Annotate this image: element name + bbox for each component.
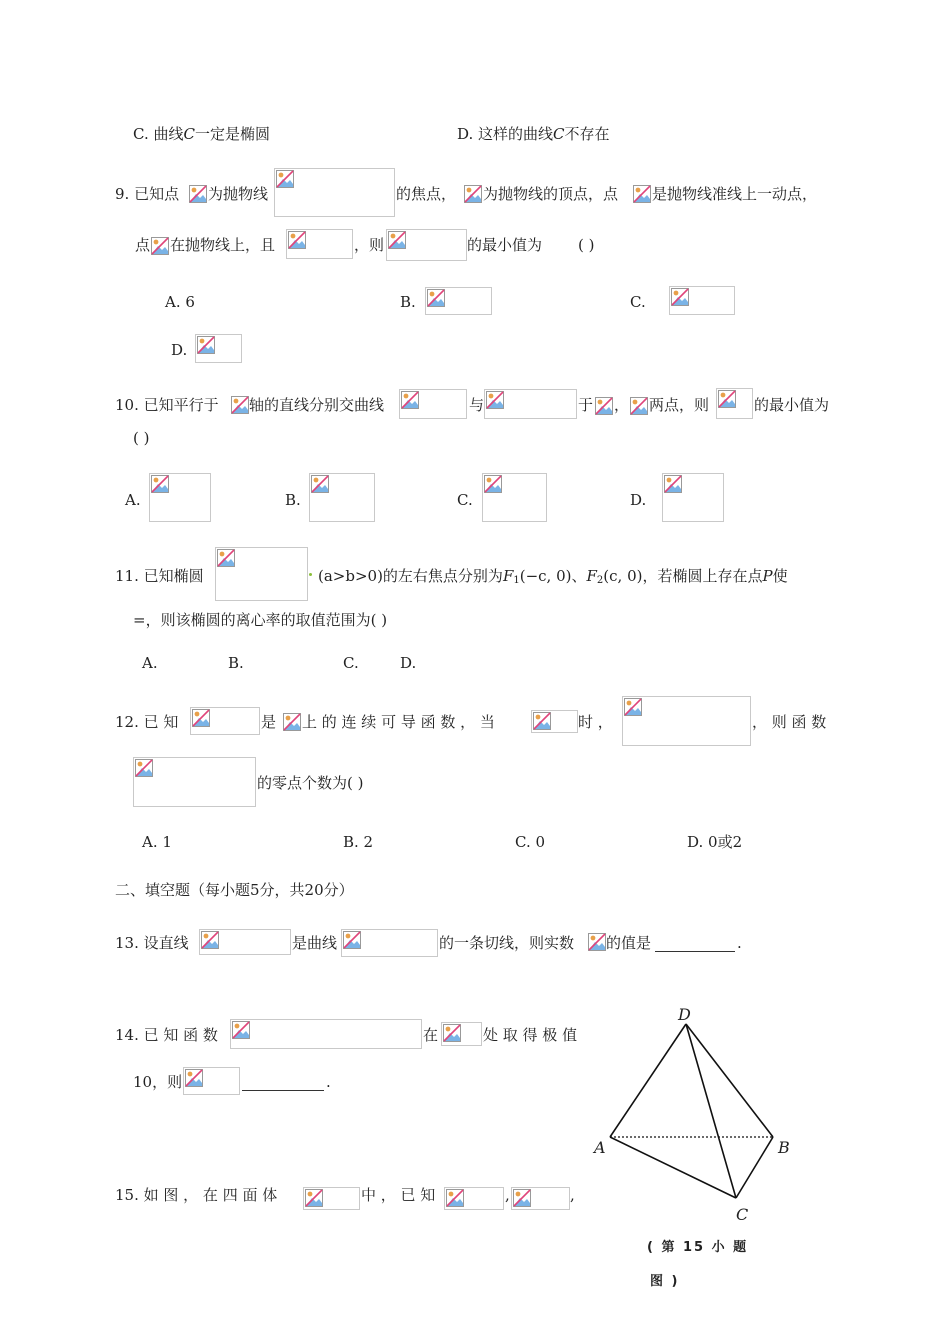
edge-bc [736,1137,773,1198]
q9-text-1: 9. 已知点 [115,185,180,203]
q14-text-4: 10，则 [133,1073,183,1091]
q9-text-2: 为抛物线 [208,185,269,203]
formula-image-icon [484,389,577,419]
q15-text-3: , [505,1186,510,1204]
formula-image-icon [199,929,291,955]
edge-dc [686,1024,736,1198]
vertex-label-d: D [678,1005,691,1024]
q8-option-d: D. 这样的曲线C不存在 [457,125,610,143]
formula-image-icon [133,757,256,807]
q9-text-4: 为抛物线的顶点，点 [483,185,619,203]
q9-option-a: A. 6 [165,293,195,311]
q11-text-2: (a>b>0)的左右焦点分别为$F_1(-c$, 0)、$F_2(c$, 0)，若椭圆上存在点P使 [318,567,788,586]
q9-option-c: C. [630,293,646,311]
q10-text-2: 轴的直线分别交曲线 [249,396,385,414]
q12-option-c: C. 0 [515,833,546,851]
formula-image-icon [215,547,308,601]
q13-text-4: 的值是 [606,934,652,952]
q12-option-a: A. 1 [142,833,172,851]
q9-text-7: 在抛物线上，且 [170,236,276,254]
formula-image-icon [531,710,578,733]
dot-mark [309,573,312,576]
q11-option-d: D. [400,654,417,672]
formula-image-icon [662,473,724,522]
edge-db [686,1024,773,1137]
formula-image-icon [622,696,751,746]
formula-image-icon [716,388,753,419]
q12-text-5: ， 则 函 数 [752,713,827,731]
formula-image-icon [303,1187,360,1210]
vertex-label-a: A [594,1138,606,1157]
q12-text-3: 上 的 连 续 可 导 函 数 ， 当 [302,713,495,731]
q10-option-c: C. [457,491,473,509]
q10-text-7: 的最小值为 [754,396,830,414]
q12-option-b: B. 2 [343,833,374,851]
formula-image-icon [282,712,302,732]
formula-image-icon [594,396,614,416]
q9-option-d: D. [171,341,188,359]
answer-blank[interactable] [242,1089,324,1091]
q13-end: . [737,934,742,952]
q12-text-6: 的零点个数为( ) [257,774,364,792]
formula-image-icon [399,389,467,419]
q15-text-2: 中 ， 已 知 [361,1186,436,1204]
formula-image-icon [274,168,395,217]
formula-image-icon [386,229,467,261]
q14-text-1: 14. 已 知 函 数 [115,1026,218,1044]
q9-option-b: B. [400,293,416,311]
formula-image-icon [188,184,208,204]
q11-option-b: B. [228,654,244,672]
formula-image-icon [444,1187,504,1210]
formula-image-icon [425,287,492,315]
q13-text-3: 的一条切线，则实数 [439,934,575,952]
q13-text-1: 13. 设直线 [115,934,189,952]
answer-blank[interactable] [655,950,735,952]
q10-paren: ( ) [133,429,150,447]
formula-image-icon [629,396,649,416]
section-title: 二、填空题（每小题5分，共20分） [115,881,354,899]
vertex-label-b: B [778,1138,790,1157]
tetrahedron-figure [585,1005,805,1230]
formula-image-icon [195,334,242,363]
formula-image-icon [511,1187,570,1210]
formula-image-icon [341,929,438,957]
q9-text-8: ，则 [354,236,385,254]
q10-text-4: 于 [578,396,594,414]
q14-text-3: 处 取 得 极 值 [483,1026,578,1044]
q12-option-d: D. 0或2 [687,833,743,851]
formula-image-icon [632,184,652,204]
q14-text-2: 在 [423,1026,439,1044]
figure-caption-line-2: 图 ) [650,1274,680,1289]
q15-text-4: , [570,1186,575,1204]
q10-option-a: A. [125,491,141,509]
q11-option-c: C. [343,654,359,672]
q10-text-6: 两点，则 [649,396,710,414]
formula-image-icon [286,229,353,259]
edge-da [610,1024,686,1137]
q8-option-c: C. 曲线C一定是椭圆 [133,125,270,143]
q12-text-1: 12. 已 知 [115,713,179,731]
q15-text-1: 15. 如 图 ， 在 四 面 体 [115,1186,278,1204]
q10-text-5: ， [614,396,630,414]
q9-text-3: 的焦点， [396,185,457,203]
formula-image-icon [588,933,606,951]
formula-image-icon [183,1067,240,1095]
formula-image-icon [190,707,260,735]
q9-paren: ( ) [578,236,595,254]
q11-option-a: A. [142,654,158,672]
formula-image-icon [309,473,375,522]
q9-text-6: 点 [135,236,151,254]
vertex-label-c: C [736,1205,749,1224]
formula-image-icon [463,184,483,204]
formula-image-icon [441,1022,482,1046]
formula-image-icon [669,286,735,315]
figure-caption-line-1: ( 第 15 小 题 [647,1240,749,1255]
q12-text-2: 是 [261,713,277,731]
formula-image-icon [149,473,211,522]
edge-ac [610,1137,736,1198]
formula-image-icon [231,396,249,414]
q13-text-2: 是曲线 [292,934,338,952]
q10-text-1: 10. 已知平行于 [115,396,219,414]
q10-option-b: B. [285,491,301,509]
q9-text-5: 是抛物线准线上一动点， [652,185,818,203]
formula-image-icon [482,473,547,522]
q10-option-d: D. [630,491,647,509]
formula-image-icon [230,1019,422,1049]
q12-text-4: 时 ， [578,713,613,731]
q11-text-1: 11. 已知椭圆 [115,567,204,585]
formula-image-icon [150,236,170,256]
q11-line-2: =，则该椭圆的离心率的取值范围为( ) [133,611,388,629]
q9-text-9: 的最小值为 [467,236,543,254]
q14-end: . [326,1073,331,1091]
q10-text-3: 与 [469,396,485,414]
